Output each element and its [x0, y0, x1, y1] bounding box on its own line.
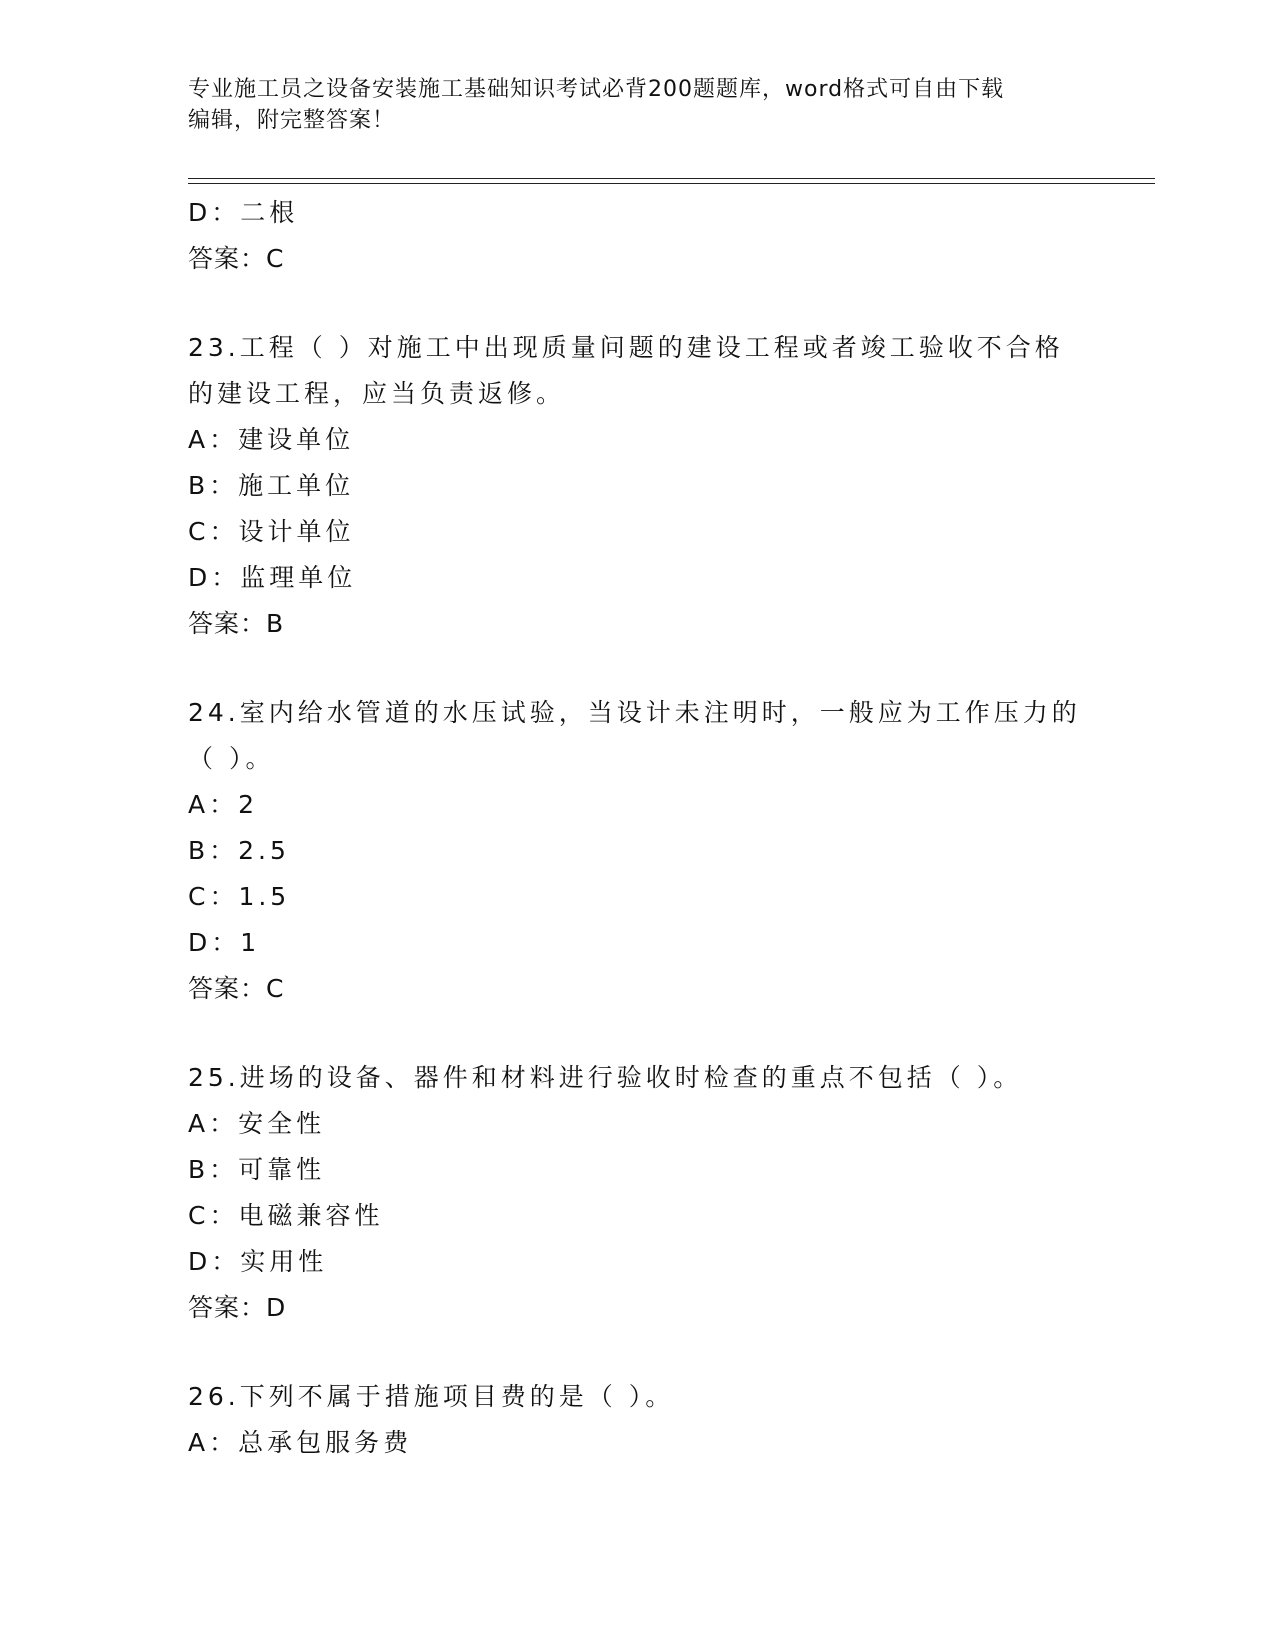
spacer: [188, 1012, 1088, 1055]
option-b: B：2.5: [188, 836, 290, 865]
option-a: A：建设单位: [188, 425, 355, 454]
prev-option-d: D：二根: [188, 198, 299, 227]
answer: 答案：D: [188, 1293, 287, 1322]
answer: 答案：B: [188, 609, 285, 638]
option-d: D：实用性: [188, 1247, 328, 1276]
header-title-line2: 编辑，附完整答案！: [188, 108, 396, 133]
question-stem: 的建设工程，应当负责返修。: [188, 379, 566, 408]
spacer: [188, 647, 1088, 690]
question-24: [188, 690, 1088, 1012]
spacer: [188, 1331, 1088, 1374]
option-a: A：安全性: [188, 1109, 326, 1138]
spacer: [188, 282, 1088, 325]
header-divider-bottom: [188, 183, 1155, 184]
question-stem: 23.工程（ ）对施工中出现质量问题的建设工程或者竣工验收不合格: [188, 333, 1064, 362]
option-a: A：2: [188, 790, 259, 819]
option-d: D：监理单位: [188, 563, 357, 592]
option-a: A：总承包服务费: [188, 1428, 413, 1457]
question-stem: 26.下列不属于措施项目费的是（ ）。: [188, 1382, 675, 1411]
document-header: [188, 74, 1088, 136]
question-23: [188, 325, 1088, 647]
option-b: B：施工单位: [188, 471, 355, 500]
option-c: C：电磁兼容性: [188, 1201, 384, 1230]
question-stem: 24.室内给水管道的水压试验，当设计未注明时，一般应为工作压力的: [188, 698, 1081, 727]
header-divider-top: [188, 178, 1155, 179]
option-b: B：可靠性: [188, 1155, 326, 1184]
question-stem: 25.进场的设备、器件和材料进行验收时检查的重点不包括（ ）。: [188, 1063, 1023, 1092]
question-25: [188, 1055, 1088, 1331]
option-d: D：1: [188, 928, 261, 957]
option-c: C：1.5: [188, 882, 291, 911]
prev-answer: 答案：C: [188, 244, 285, 273]
question-26: [188, 1374, 1088, 1466]
answer: 答案：C: [188, 974, 285, 1003]
question-stem: （ ）。: [188, 744, 275, 773]
option-c: C：设计单位: [188, 517, 355, 546]
header-title-line1: 专业施工员之设备安装施工基础知识考试必背200题题库，word格式可自由下载: [188, 77, 1005, 102]
question-content: [188, 190, 1088, 1466]
